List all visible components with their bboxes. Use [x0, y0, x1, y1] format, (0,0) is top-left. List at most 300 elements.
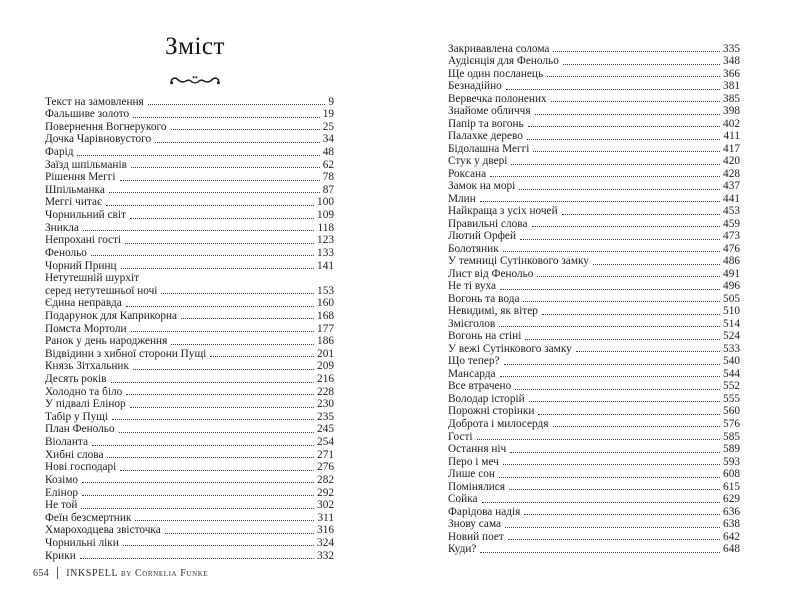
dot-leader: [515, 389, 720, 390]
toc-entry-title: Роксана: [448, 167, 487, 180]
toc-entry-page: 216: [317, 373, 334, 386]
toc-entry-title: Вогонь на стіні: [448, 330, 522, 343]
toc-entry-title: Новий поет: [448, 530, 504, 543]
dot-leader: [551, 101, 720, 102]
toc-entry-page: 228: [317, 385, 334, 398]
toc-entry: [45, 284, 334, 297]
toc-entry: [45, 410, 334, 423]
toc-entry: [448, 330, 740, 343]
toc-entry: [448, 280, 740, 293]
dot-leader: [480, 201, 720, 202]
toc-entry: [45, 133, 334, 146]
dot-leader: [477, 439, 720, 440]
toc-entry-page: 629: [723, 493, 740, 506]
dot-leader: [126, 394, 314, 395]
toc-entry-page: 524: [723, 330, 740, 343]
toc-entry-page: 118: [317, 221, 334, 234]
toc-entry: [448, 205, 740, 218]
dot-leader: [111, 382, 315, 383]
toc-entry: [45, 183, 334, 196]
dot-leader: [482, 502, 720, 503]
toc-entry-title: Непрохані гості: [45, 234, 122, 247]
toc-entry: [448, 117, 740, 130]
toc-entry-page: 19: [322, 108, 334, 121]
toc-entry-page: 636: [723, 505, 740, 518]
toc-entry-title: Закривавлена солома: [448, 42, 550, 55]
dot-leader: [510, 452, 720, 453]
toc-entry-title: Нетутешній шурхіт: [45, 272, 140, 285]
toc-entry: [448, 405, 740, 418]
dot-leader: [133, 369, 314, 370]
toc-entry: [45, 221, 334, 234]
dot-leader: [553, 51, 720, 52]
toc-entry: [448, 180, 740, 193]
toc-entry-title: Знайоме обличчя: [448, 105, 531, 118]
dot-leader: [171, 344, 314, 345]
toc-entry-page: 473: [723, 230, 740, 243]
dot-leader: [490, 176, 720, 177]
toc-entry: [45, 524, 334, 537]
toc-entry: [448, 255, 740, 268]
dot-leader: [506, 89, 720, 90]
toc-entry-page: 398: [723, 105, 740, 118]
toc-entry-title: Віоланта: [45, 436, 88, 449]
toc-entry: [448, 417, 740, 430]
toc-entry-title: Мансарда: [448, 367, 496, 380]
dot-leader: [533, 151, 720, 152]
toc-entry: [448, 105, 740, 118]
dot-leader: [119, 432, 314, 433]
dot-leader: [126, 306, 314, 307]
toc-entry-title: Хмароходцева звісточка: [45, 524, 161, 537]
toc-entry-page: 271: [317, 448, 334, 461]
toc-entry-title: Шпільманка: [45, 183, 105, 196]
toc-entry-title: Все втрачено: [448, 380, 512, 393]
toc-entry-title: Текст на замовлення: [45, 95, 144, 108]
toc-entry-title: План Фенольо: [45, 423, 115, 436]
dot-leader: [562, 214, 720, 215]
toc-entry: [45, 473, 334, 486]
toc-entry: [448, 455, 740, 468]
toc-entry-page: 437: [723, 180, 740, 193]
toc-entry-title: Остання ніч: [448, 443, 507, 456]
toc-entry: [45, 246, 334, 259]
dot-leader: [107, 457, 314, 458]
dot-leader: [165, 533, 314, 534]
toc-entry-page: 540: [723, 355, 740, 368]
toc-entry-page: 385: [723, 92, 740, 105]
toc-column-right: [448, 42, 740, 555]
dot-leader: [112, 419, 314, 420]
toc-entry-title: Куди?: [448, 543, 477, 556]
toc-entry-title: серед нетутешньої ночі: [45, 284, 158, 297]
toc-entry-page: 230: [317, 398, 334, 411]
toc-entry: [45, 536, 334, 549]
toc-entry: [448, 242, 740, 255]
toc-entry: [448, 530, 740, 543]
toc-entry: [448, 305, 740, 318]
toc-entry: [448, 505, 740, 518]
toc-entry-page: 335: [723, 42, 740, 55]
dot-leader: [155, 142, 320, 143]
toc-entry-title: Дочка Чарівновустого: [45, 133, 152, 146]
dot-leader: [82, 495, 314, 496]
toc-entry-title: Не ті вуха: [448, 280, 497, 293]
toc-entry-title: Фарідова надія: [448, 505, 521, 518]
toc-entry-page: 491: [723, 267, 740, 280]
toc-entry-title: Чорний Принц: [45, 259, 117, 272]
toc-entry: [45, 259, 334, 272]
page-title: Зміст: [165, 33, 225, 60]
toc-entry-title: Рішення Меггі: [45, 171, 116, 184]
toc-entry-page: 638: [723, 518, 740, 531]
toc-entry-page: 381: [723, 80, 740, 93]
toc-entry-page: 276: [317, 461, 334, 474]
dot-leader: [106, 205, 314, 206]
toc-entry-title: Доброта і милосердя: [448, 417, 549, 430]
dot-leader: [82, 482, 314, 483]
toc-entry-page: 160: [317, 297, 334, 310]
toc-entry-page: 453: [723, 205, 740, 218]
toc-entry: [448, 380, 740, 393]
dot-leader: [181, 318, 314, 319]
toc-entry: [45, 461, 334, 474]
toc-entry-page: 186: [317, 335, 334, 348]
toc-entry: [448, 92, 740, 105]
dot-leader: [503, 464, 720, 465]
toc-entry: [45, 335, 334, 348]
toc-entry-title: Безнадійно: [448, 80, 502, 93]
toc-entry: [448, 317, 740, 330]
toc-entry-title: Порожні сторінки: [448, 405, 535, 418]
dot-leader: [525, 339, 720, 340]
toc-entry-title: Папір та вогонь: [448, 117, 524, 130]
dot-leader: [81, 508, 314, 509]
toc-entry-title: Помста Мортоли: [45, 322, 127, 335]
page-footer: [33, 567, 208, 579]
footer-book-title: INKSPELL by Cornelia Funke: [66, 567, 209, 579]
toc-entry-page: 123: [317, 234, 334, 247]
toc-entry-title: Нові господарі: [45, 461, 117, 474]
toc-entry-title: Табір у Пущі: [45, 410, 109, 423]
toc-entry-title: Замок на морі: [448, 180, 516, 193]
toc-entry: [45, 297, 334, 310]
toc-entry-title: Перо і меч: [448, 455, 499, 468]
flourish-ornament-icon: [169, 72, 221, 88]
toc-entry-title: Ще один посланець: [448, 67, 544, 80]
toc-entry: [448, 42, 740, 55]
toc-entry-title: Гості: [448, 430, 473, 443]
toc-entry-page: 168: [317, 309, 334, 322]
toc-entry: [448, 367, 740, 380]
toc-entry-page: 133: [317, 246, 334, 259]
toc-entry-page: 496: [723, 280, 740, 293]
toc-entry-page: 254: [317, 436, 334, 449]
toc-entry-title: Лист від Фенольо: [448, 267, 534, 280]
dot-leader: [529, 401, 720, 402]
dot-leader: [499, 326, 720, 327]
toc-entry-title: Аудієнція для Фенольо: [448, 55, 559, 68]
toc-entry: [45, 435, 334, 448]
toc-column-left: [45, 95, 334, 562]
toc-entry-page: 428: [723, 167, 740, 180]
dot-leader: [499, 477, 720, 478]
toc-entry-title: Крики: [45, 549, 76, 562]
toc-entry: [45, 145, 334, 158]
toc-entry-page: 486: [723, 255, 740, 268]
dot-leader: [131, 331, 314, 332]
dot-leader: [120, 180, 320, 181]
dot-leader: [161, 293, 314, 294]
dot-leader: [131, 167, 320, 168]
dot-leader: [80, 558, 314, 559]
toc-entry-page: 533: [723, 342, 740, 355]
dot-leader: [120, 470, 314, 471]
toc-entry-page: 560: [723, 405, 740, 418]
toc-entry-page: 292: [317, 486, 334, 499]
toc-entry-page: 544: [723, 367, 740, 380]
toc-entry: [45, 499, 334, 512]
dot-leader: [563, 64, 720, 65]
dot-leader: [133, 117, 320, 118]
dot-leader: [527, 139, 721, 140]
dot-leader: [121, 268, 315, 269]
toc-entry-page: 245: [317, 423, 334, 436]
toc-entry-title: Вогонь та вода: [448, 292, 520, 305]
dot-leader: [532, 226, 721, 227]
toc-entry-title: Стук у двері: [448, 155, 508, 168]
footer-divider: [57, 567, 58, 579]
toc-entry-title: Фенольо: [45, 246, 87, 259]
toc-entry-title: Хибні слова: [45, 448, 104, 461]
toc-entry-page: 87: [322, 183, 334, 196]
dot-leader: [505, 527, 720, 528]
dot-leader: [593, 264, 720, 265]
toc-entry-title: Ранок у день народження: [45, 335, 168, 348]
toc-entry-title: Млин: [448, 192, 476, 205]
toc-entry: [448, 155, 740, 168]
toc-entry-page: 366: [723, 67, 740, 80]
toc-entry: [448, 130, 740, 143]
dot-leader: [520, 239, 720, 240]
toc-entry-title: У підвалі Елінор: [45, 398, 126, 411]
toc-entry-page: 510: [723, 305, 740, 318]
toc-entry: [45, 196, 334, 209]
toc-entry-page: 585: [723, 430, 740, 443]
toc-entry-wrapped-line: [45, 272, 334, 285]
toc-entry: [45, 385, 334, 398]
dot-leader: [109, 192, 320, 193]
dot-leader: [210, 356, 314, 357]
dot-leader: [508, 539, 720, 540]
toc-entry: [448, 543, 740, 556]
toc-entry-page: 348: [723, 55, 740, 68]
toc-entry-page: 576: [723, 417, 740, 430]
toc-entry: [45, 486, 334, 499]
toc-entry-page: 411: [723, 130, 740, 143]
toc-entry: [448, 55, 740, 68]
toc-entry: [45, 309, 334, 322]
toc-entry-title: Десять років: [45, 373, 107, 386]
toc-entry-page: 153: [317, 284, 334, 297]
dot-leader: [125, 243, 314, 244]
toc-entry-page: 648: [723, 543, 740, 556]
toc-entry: [448, 292, 740, 305]
toc-entry: [448, 430, 740, 443]
toc-entry-title: Помінялися: [448, 480, 506, 493]
toc-entry-page: 589: [723, 443, 740, 456]
toc-entry-title: У темниці Сутінкового замку: [448, 255, 589, 268]
toc-entry: [45, 347, 334, 360]
toc-entry-title: Вервечка полонених: [448, 92, 547, 105]
toc-entry: [448, 342, 740, 355]
toc-entry: [45, 549, 334, 562]
toc-entry-title: Єдина неправда: [45, 297, 122, 310]
toc-entry-page: 324: [317, 536, 334, 549]
toc-entry-title: Палахке дерево: [448, 130, 523, 143]
toc-entry: [448, 142, 740, 155]
toc-entry: [448, 167, 740, 180]
dot-leader: [500, 289, 720, 290]
toc-entry-page: 100: [317, 196, 334, 209]
dot-leader: [77, 155, 319, 156]
toc-entry: [45, 360, 334, 373]
toc-entry-page: 177: [317, 322, 334, 335]
dot-leader: [509, 489, 720, 490]
dot-leader: [542, 314, 720, 315]
toc-entry-title: Сойка: [448, 493, 478, 506]
toc-entry: [45, 108, 334, 121]
toc-entry-title: Не той: [45, 499, 78, 512]
dot-leader: [519, 189, 720, 190]
flourish-ornament: [50, 72, 340, 93]
toc-entry-title: У вежі Сутінкового замку: [448, 342, 572, 355]
toc-entry: [45, 398, 334, 411]
toc-entry-title: Найкраща з усіх ночей: [448, 205, 558, 218]
toc-entry-page: 514: [723, 317, 740, 330]
toc-entry: [45, 322, 334, 335]
toc-entry: [45, 423, 334, 436]
toc-entry-title: Козімо: [45, 473, 79, 486]
toc-entry: [45, 158, 334, 171]
toc-entry-page: 608: [723, 468, 740, 481]
dot-leader: [500, 376, 721, 377]
dot-leader: [92, 445, 314, 446]
dot-leader: [553, 426, 721, 427]
toc-entry: [448, 480, 740, 493]
dot-leader: [535, 114, 721, 115]
toc-entry-page: 209: [317, 360, 334, 373]
toc-entry-title: Чорнильний світ: [45, 209, 126, 222]
toc-entry: [45, 171, 334, 184]
toc-entry: [45, 120, 334, 133]
toc-entry-title: Холодно та біло: [45, 385, 123, 398]
toc-entry-page: 235: [317, 410, 334, 423]
toc-entry-page: 25: [322, 120, 334, 133]
toc-entry-page: 9: [328, 95, 334, 108]
toc-entry-title: Володар історій: [448, 392, 525, 405]
toc-entry: [45, 234, 334, 247]
toc-entry-title: Подарунок для Каприкорна: [45, 309, 178, 322]
dot-leader: [123, 545, 314, 546]
dot-leader: [576, 351, 720, 352]
toc-entry-page: 476: [723, 242, 740, 255]
toc-entry: [448, 355, 740, 368]
toc-entry-title: Князь Зітхальник: [45, 360, 129, 373]
toc-entry-page: 48: [322, 146, 334, 159]
toc-entry: [45, 372, 334, 385]
toc-entry-page: 459: [723, 217, 740, 230]
toc-entry-title: Що тепер?: [448, 355, 500, 368]
toc-entry-page: 593: [723, 455, 740, 468]
toc-entry: [448, 230, 740, 243]
toc-entry-title: Відвідини з хибної сторони Пущі: [45, 347, 207, 360]
toc-entry: [448, 392, 740, 405]
toc-entry: [448, 192, 740, 205]
toc-entry-page: 642: [723, 530, 740, 543]
dot-leader: [130, 218, 314, 219]
toc-entry-title: Чорнильні ліки: [45, 536, 119, 549]
toc-entry-title: Лише сон: [448, 468, 495, 481]
toc-entry: [448, 493, 740, 506]
toc-entry: [448, 518, 740, 531]
toc-entry: [45, 511, 334, 524]
dot-leader: [538, 414, 720, 415]
dot-leader: [524, 514, 720, 515]
toc-entry-page: 78: [322, 171, 334, 184]
dot-leader: [148, 104, 326, 105]
toc-entry-title: Заїзд шпільманів: [45, 158, 127, 171]
dot-leader: [171, 129, 320, 130]
toc-entry-title: Змієголов: [448, 317, 496, 330]
toc-entry: [448, 217, 740, 230]
toc-entry-title: Лютий Орфей: [448, 230, 516, 243]
toc-entry: [45, 95, 334, 108]
dot-leader: [504, 364, 721, 365]
toc-entry-title: Феїн безсмертник: [45, 511, 132, 524]
toc-entry-page: 311: [317, 511, 334, 524]
toc-entry-page: 316: [317, 524, 334, 537]
toc-entry-page: 302: [317, 499, 334, 512]
toc-entry-title: Фальшиве золото: [45, 108, 130, 121]
toc-entry-title: Бідолашна Меггі: [448, 142, 530, 155]
toc-entry-title: Елінор: [45, 486, 79, 499]
toc-entry-title: Повернення Вогнерукого: [45, 120, 167, 133]
toc-entry-page: 615: [723, 480, 740, 493]
toc-entry-page: 402: [723, 117, 740, 130]
toc-entry: [448, 468, 740, 481]
toc-entry-page: 552: [723, 380, 740, 393]
toc-entry-page: 141: [317, 259, 334, 272]
dot-leader: [83, 230, 315, 231]
dot-leader: [91, 255, 314, 256]
dot-leader: [503, 251, 720, 252]
dot-leader: [511, 164, 720, 165]
dot-leader: [480, 552, 720, 553]
toc-entry-title: Невидимі, як вітер: [448, 305, 538, 318]
toc-entry-page: 332: [317, 549, 334, 562]
toc-entry-page: 441: [723, 192, 740, 205]
toc-entry-page: 505: [723, 292, 740, 305]
toc-entry-page: 417: [723, 142, 740, 155]
dot-leader: [528, 126, 720, 127]
dot-leader: [130, 407, 314, 408]
toc-entry-title: Правильні слова: [448, 217, 528, 230]
dot-leader: [523, 301, 720, 302]
toc-entry: [45, 448, 334, 461]
dot-leader: [547, 76, 720, 77]
toc-entry-page: 282: [317, 473, 334, 486]
